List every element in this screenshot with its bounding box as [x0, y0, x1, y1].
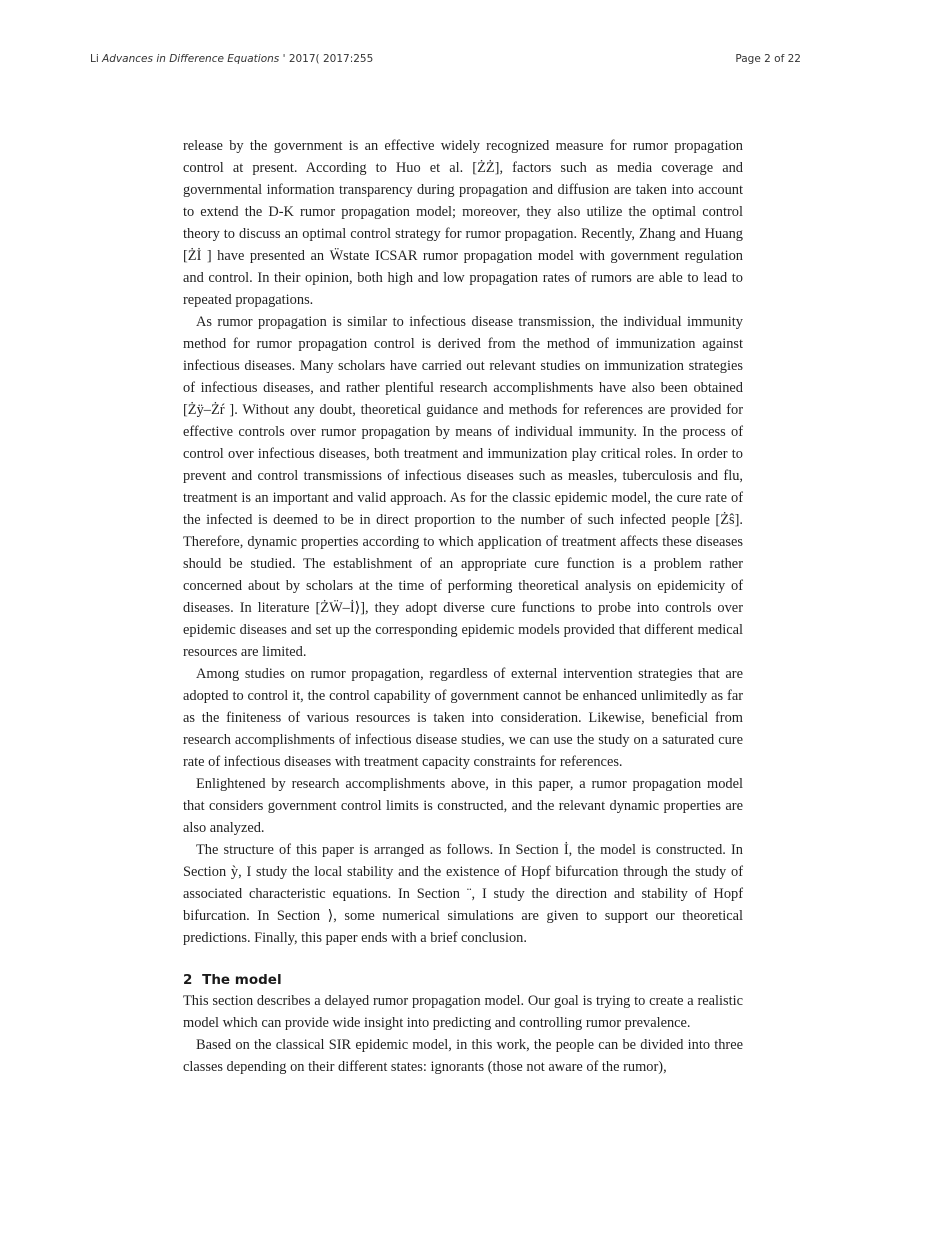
- header-author: Li: [90, 53, 99, 65]
- header-page-number: Page 2 of 22: [735, 53, 801, 65]
- section-number: 2: [183, 972, 193, 988]
- paragraph-model-classes: Based on the classical SIR epidemic model, in this work, the people can be divided into three classes depending on their different states: ignorants (those not aware of the rumor),: [183, 1037, 743, 1075]
- header-year: ' 2017(: [282, 53, 320, 65]
- paragraph-model-intro: This section describes a delayed rumor propagation model. Our goal is trying to create a realistic model which can provide wide insight into predicting and controlling rumor prevalence.: [183, 993, 743, 1031]
- running-head-citation: [90, 52, 373, 66]
- paragraph-control-capability: Among studies on rumor propagation, regardless of external intervention strategies that are adopted to control it, the control capability of government cannot be enhanced unlimitedly as far as the finiteness of various resources is taken into consideration. Likewise, beneficial from research accomplishments of infectious disease studies, we can use the study on a saturated cure rate of infectious diseases with treatment capacity constraints for references.: [183, 666, 743, 770]
- paragraph-continued: release by the government is an effective widely recognized measure for rumor propagation control at present. According to Huo et al. [ŻŻ], factors such as media coverage and governmental information transparency during propagation and diffusion are taken into account to extend the D-K rumor propagation model; moreover, they also utilize the optimal control theory to discuss an optimal control strategy for rumor propagation. Recently, Zhang and Huang [Żİ ] have presented an Ẅstate ICSAR rumor propagation model with government regulation and control. In their opinion, both high and low propagation rates of rumors are able to lead to repeated propagations.: [183, 138, 743, 308]
- section-title: The model: [202, 972, 282, 988]
- paragraph-structure: The structure of this paper is arranged as follows. In Section İ, the model is constructed. In Section ỳ, I study the local stability and the existence of Hopf bifurcation through the study of associated characteristic equations. In Section ¨, I study the direction and stability of Hopf bifurcation. In Section ⟩, some numerical simulations are given to support our theoretical predictions. Finally, this paper ends with a brief conclusion.: [183, 842, 743, 946]
- header-article-number: 2017:255: [322, 53, 374, 65]
- running-head: [90, 52, 801, 66]
- header-journal: Advances in Difference Equations: [102, 53, 280, 65]
- section-heading-model: [183, 970, 743, 990]
- article-body: [183, 135, 743, 1078]
- paragraph-enlightened: Enlightened by research accomplishments above, in this paper, a rumor propagation model that considers government control limits is constructed, and the relevant dynamic properties are also analyzed.: [183, 776, 743, 836]
- paragraph-immunity: As rumor propagation is similar to infectious disease transmission, the individual immunity method for rumor propagation control is derived from the method of immunization against infectious diseases. Many scholars have carried out relevant studies on immunization strategies of infectious diseases, and rather plentiful research accomplishments have also been obtained [Żÿ–Żŕ ]. Without any doubt, theoretical guidance and methods for references are provided for effective controls over rumor propagation by means of individual immunity. In the process of control over infectious diseases, both treatment and immunization play critical roles. In order to prevent and control transmissions of infectious diseases such as measles, tuberculosis and flu, treatment is an important and valid approach. As for the classic epidemic model, the cure rate of the infected is deemed to be in direct proportion to the number of such infected people [Żŝ]. Therefore, dynamic properties according to which application of treatment affects these diseases should be studied. The establishment of an appropriate cure function is a problem rather concerned about by scholars at the time of performing theoretical analysis on epidemicity of diseases. In literature [ŻẄ–İ⟩], they adopt diverse cure functions to probe into controls over epidemic diseases and set up the corresponding epidemic models provided that different medical resources are limited.: [183, 314, 743, 660]
